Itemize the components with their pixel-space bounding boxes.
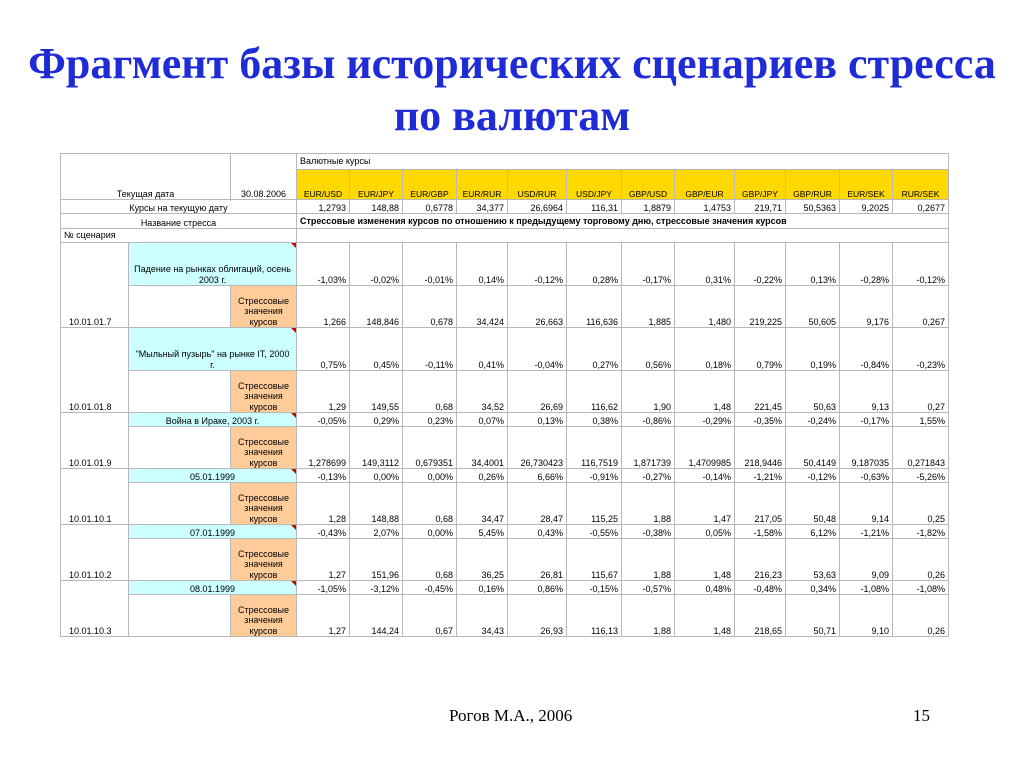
stress-value-cell: 1,27 (297, 539, 350, 581)
stress-value-cell: 34,43 (457, 595, 508, 637)
scenario-id: 10.01.01.9 (61, 413, 129, 469)
stress-value-cell: 34,424 (457, 286, 508, 328)
currency-header: EUR/SEK (840, 170, 893, 200)
stress-change-cell: -0,04% (508, 328, 567, 371)
stress-change-cell: -0,55% (567, 525, 622, 539)
currency-header: USD/RUR (508, 170, 567, 200)
scenario-name: Война в Ираке, 2003 г. (129, 413, 297, 427)
stress-change-cell: -1,21% (840, 525, 893, 539)
stress-value-cell: 26,93 (508, 595, 567, 637)
stress-change-cell: 0,34% (786, 581, 840, 595)
current-rate-cell: 1,2793 (297, 200, 350, 214)
stress-change-cell: 0,18% (675, 328, 735, 371)
page-number: 15 (913, 706, 930, 725)
stress-change-cell: 0,43% (508, 525, 567, 539)
scenario-id: 10.01.01.7 (61, 243, 129, 328)
stress-value-cell: 0,68 (403, 371, 457, 413)
currency-header: RUR/SEK (893, 170, 949, 200)
empty-cell (129, 286, 231, 328)
empty-cell (129, 539, 231, 581)
scenario-id: 10.01.01.8 (61, 328, 129, 413)
stress-value-cell: 144,24 (350, 595, 403, 637)
empty-cell (129, 595, 231, 637)
stress-value-cell: 219,225 (735, 286, 786, 328)
empty-cell (129, 483, 231, 525)
stress-value-cell: 9,09 (840, 539, 893, 581)
stress-change-cell: 0,38% (567, 413, 622, 427)
stress-value-cell: 0,267 (893, 286, 949, 328)
stress-change-cell: -0,35% (735, 413, 786, 427)
stress-value-cell: 1,88 (622, 595, 675, 637)
stress-value-cell: 115,67 (567, 539, 622, 581)
current-rate-cell: 9,2025 (840, 200, 893, 214)
stress-value-cell: 50,605 (786, 286, 840, 328)
stress-value-cell: 28,47 (508, 483, 567, 525)
scenario-id: 10.01.10.3 (61, 581, 129, 637)
stress-change-cell: 0,26% (457, 469, 508, 483)
current-rate-cell: 116,31 (567, 200, 622, 214)
stress-value-cell: 116,13 (567, 595, 622, 637)
scenario-id: 10.01.10.2 (61, 525, 129, 581)
stress-change-cell: 0,75% (297, 328, 350, 371)
stress-value-cell: 1,88 (622, 483, 675, 525)
stress-change-cell: 0,29% (350, 413, 403, 427)
stress-value-cell: 0,27 (893, 371, 949, 413)
stress-change-cell: -1,21% (735, 469, 786, 483)
stress-value-cell: 0,68 (403, 539, 457, 581)
stress-value-cell: 50,4149 (786, 427, 840, 469)
stress-value-cell: 0,26 (893, 539, 949, 581)
stress-change-cell: -0,23% (893, 328, 949, 371)
stress-change-cell: -3,12% (350, 581, 403, 595)
stress-value-cell: 34,4001 (457, 427, 508, 469)
stress-value-cell: 34,52 (457, 371, 508, 413)
stress-change-cell: -0,12% (786, 469, 840, 483)
stress-change-cell: -1,08% (840, 581, 893, 595)
stress-change-cell: 0,16% (457, 581, 508, 595)
stress-change-cell: 0,13% (508, 413, 567, 427)
stress-values-label: Стрессовые значения курсов (231, 595, 297, 637)
stress-value-cell: 0,271843 (893, 427, 949, 469)
stress-change-cell: -0,91% (567, 469, 622, 483)
stress-change-cell: -0,57% (622, 581, 675, 595)
current-date-label: Текущая дата (61, 154, 231, 200)
stress-change-cell: -0,05% (297, 413, 350, 427)
stress-value-cell: 34,47 (457, 483, 508, 525)
footer-author: Рогов М.А., 2006 (449, 706, 573, 725)
stress-value-cell: 9,176 (840, 286, 893, 328)
stress-description: Стрессовые изменения курсов по отношению к предыдущему торговому дню, стрессовые значения курсов (297, 214, 949, 229)
stress-change-cell: -1,82% (893, 525, 949, 539)
stress-value-cell: 148,846 (350, 286, 403, 328)
stress-value-cell: 1,48 (675, 371, 735, 413)
stress-value-cell: 148,88 (350, 483, 403, 525)
stress-change-cell: -0,28% (840, 243, 893, 286)
stress-value-cell: 149,3112 (350, 427, 403, 469)
stress-change-cell: -0,63% (840, 469, 893, 483)
stress-change-cell: -0,14% (675, 469, 735, 483)
stress-change-cell: 0,48% (675, 581, 735, 595)
currency-header: GBP/JPY (735, 170, 786, 200)
stress-change-cell: 0,45% (350, 328, 403, 371)
stress-change-cell: -0,43% (297, 525, 350, 539)
stress-change-cell: 0,31% (675, 243, 735, 286)
stress-change-cell: 0,86% (508, 581, 567, 595)
stress-value-cell: 1,278699 (297, 427, 350, 469)
stress-values-label: Стрессовые значения курсов (231, 483, 297, 525)
stress-change-cell: -0,45% (403, 581, 457, 595)
stress-value-cell: 1,885 (622, 286, 675, 328)
current-rate-cell: 0,6778 (403, 200, 457, 214)
currency-header: USD/JPY (567, 170, 622, 200)
currency-header: EUR/USD (297, 170, 350, 200)
stress-change-cell: 0,41% (457, 328, 508, 371)
stress-value-cell: 151,96 (350, 539, 403, 581)
stress-value-cell: 1,27 (297, 595, 350, 637)
stress-change-cell: 6,66% (508, 469, 567, 483)
stress-change-cell: -0,01% (403, 243, 457, 286)
stress-value-cell: 0,679351 (403, 427, 457, 469)
stress-change-cell: -0,13% (297, 469, 350, 483)
stress-change-cell: -0,15% (567, 581, 622, 595)
stress-values-label: Стрессовые значения курсов (231, 427, 297, 469)
stress-value-cell: 9,187035 (840, 427, 893, 469)
stress-change-cell: -0,86% (622, 413, 675, 427)
stress-value-cell: 9,13 (840, 371, 893, 413)
stress-value-cell: 26,81 (508, 539, 567, 581)
stress-change-cell: 0,23% (403, 413, 457, 427)
stress-change-cell: 5,45% (457, 525, 508, 539)
stress-change-cell: 0,56% (622, 328, 675, 371)
currency-header: EUR/RUR (457, 170, 508, 200)
empty-cell (129, 427, 231, 469)
stress-change-cell: 0,28% (567, 243, 622, 286)
scenario-name: 08.01.1999 (129, 581, 297, 595)
stress-value-cell: 26,730423 (508, 427, 567, 469)
current-rate-cell: 1,4753 (675, 200, 735, 214)
stress-change-cell: -0,17% (840, 413, 893, 427)
current-rate-cell: 0,2677 (893, 200, 949, 214)
fx-rates-header: Валютные курсы (297, 154, 949, 170)
scenario-name: "Мыльный пузырь" на рынке IT, 2000 г. (129, 328, 297, 371)
stress-value-cell: 1,88 (622, 539, 675, 581)
current-rate-cell: 148,88 (350, 200, 403, 214)
stress-change-cell: 6,12% (786, 525, 840, 539)
stress-value-cell: 36,25 (457, 539, 508, 581)
stress-change-cell: 0,27% (567, 328, 622, 371)
stress-value-cell: 149,55 (350, 371, 403, 413)
stress-value-cell: 216,23 (735, 539, 786, 581)
stress-change-cell: 0,07% (457, 413, 508, 427)
stress-change-cell: -1,03% (297, 243, 350, 286)
currency-header: EUR/JPY (350, 170, 403, 200)
stress-value-cell: 1,266 (297, 286, 350, 328)
stress-value-cell: 1,90 (622, 371, 675, 413)
stress-value-cell: 9,10 (840, 595, 893, 637)
stress-change-cell: 0,00% (350, 469, 403, 483)
stress-value-cell: 0,25 (893, 483, 949, 525)
stress-value-cell: 1,28 (297, 483, 350, 525)
stress-value-cell: 221,45 (735, 371, 786, 413)
stress-value-cell: 115,25 (567, 483, 622, 525)
stress-change-cell: -0,84% (840, 328, 893, 371)
current-date-value: 30.08.2006 (231, 154, 297, 200)
stress-change-cell: -0,12% (508, 243, 567, 286)
empty-cell (297, 229, 949, 243)
stress-change-cell: -0,22% (735, 243, 786, 286)
stress-value-cell: 0,678 (403, 286, 457, 328)
stress-values-label: Стрессовые значения курсов (231, 539, 297, 581)
stress-change-cell: 0,00% (403, 469, 457, 483)
stress-value-cell: 50,48 (786, 483, 840, 525)
stress-change-cell: 2,07% (350, 525, 403, 539)
stress-value-cell: 218,65 (735, 595, 786, 637)
stress-value-cell: 217,05 (735, 483, 786, 525)
currency-header: EUR/GBP (403, 170, 457, 200)
stress-value-cell: 116,636 (567, 286, 622, 328)
stress-change-cell: -0,48% (735, 581, 786, 595)
current-rate-cell: 34,377 (457, 200, 508, 214)
scenario-id: 10.01.10.1 (61, 469, 129, 525)
stress-value-cell: 1,47 (675, 483, 735, 525)
stress-change-cell: -0,12% (893, 243, 949, 286)
stress-value-cell: 50,63 (786, 371, 840, 413)
stress-scenarios-table (60, 153, 949, 637)
scenario-name: 05.01.1999 (129, 469, 297, 483)
stress-value-cell: 1,871739 (622, 427, 675, 469)
stress-change-cell: -1,08% (893, 581, 949, 595)
stress-change-cell: 1,55% (893, 413, 949, 427)
stress-value-cell: 1,29 (297, 371, 350, 413)
stress-value-cell: 116,7519 (567, 427, 622, 469)
current-rate-cell: 50,5363 (786, 200, 840, 214)
stress-values-label: Стрессовые значения курсов (231, 286, 297, 328)
stress-change-cell: -0,29% (675, 413, 735, 427)
stress-value-cell: 53,63 (786, 539, 840, 581)
stress-value-cell: 50,71 (786, 595, 840, 637)
stress-change-cell: 0,14% (457, 243, 508, 286)
stress-value-cell: 26,69 (508, 371, 567, 413)
stress-value-cell: 1,48 (675, 595, 735, 637)
stress-change-cell: -0,24% (786, 413, 840, 427)
stress-change-cell: 0,19% (786, 328, 840, 371)
stress-value-cell: 0,68 (403, 483, 457, 525)
stress-change-cell: -0,11% (403, 328, 457, 371)
stress-change-cell: 0,79% (735, 328, 786, 371)
stress-values-label: Стрессовые значения курсов (231, 371, 297, 413)
scenario-number-label: № сценария (61, 229, 297, 243)
current-rate-cell: 219,71 (735, 200, 786, 214)
stress-value-cell: 0,26 (893, 595, 949, 637)
slide-title: Фрагмент базы исторических сценариев стресса по валютам (28, 39, 996, 140)
stress-change-cell: -1,58% (735, 525, 786, 539)
stress-change-cell: 0,05% (675, 525, 735, 539)
currency-header: GBP/USD (622, 170, 675, 200)
stress-value-cell: 9,14 (840, 483, 893, 525)
current-rate-cell: 26,6964 (508, 200, 567, 214)
current-rate-cell: 1,8879 (622, 200, 675, 214)
stress-change-cell: 0,13% (786, 243, 840, 286)
stress-change-cell: -0,02% (350, 243, 403, 286)
stress-change-cell: -0,17% (622, 243, 675, 286)
stress-value-cell: 1,48 (675, 539, 735, 581)
scenario-name: Падение на рынках облигаций, осень 2003 г. (129, 243, 297, 286)
current-rates-label: Курсы на текущую дату (61, 200, 297, 214)
stress-value-cell: 218,9446 (735, 427, 786, 469)
stress-value-cell: 1,480 (675, 286, 735, 328)
stress-value-cell: 116,62 (567, 371, 622, 413)
stress-value-cell: 0,67 (403, 595, 457, 637)
stress-change-cell: -5,26% (893, 469, 949, 483)
stress-change-cell: 0,00% (403, 525, 457, 539)
scenario-name: 07.01.1999 (129, 525, 297, 539)
empty-cell (129, 371, 231, 413)
stress-change-cell: -0,27% (622, 469, 675, 483)
currency-header: GBP/EUR (675, 170, 735, 200)
stress-change-cell: -1,05% (297, 581, 350, 595)
stress-change-cell: -0,38% (622, 525, 675, 539)
stress-value-cell: 1,4709985 (675, 427, 735, 469)
stress-value-cell: 26,663 (508, 286, 567, 328)
currency-header: GBP/RUR (786, 170, 840, 200)
stress-name-label: Название стресса (61, 214, 297, 229)
